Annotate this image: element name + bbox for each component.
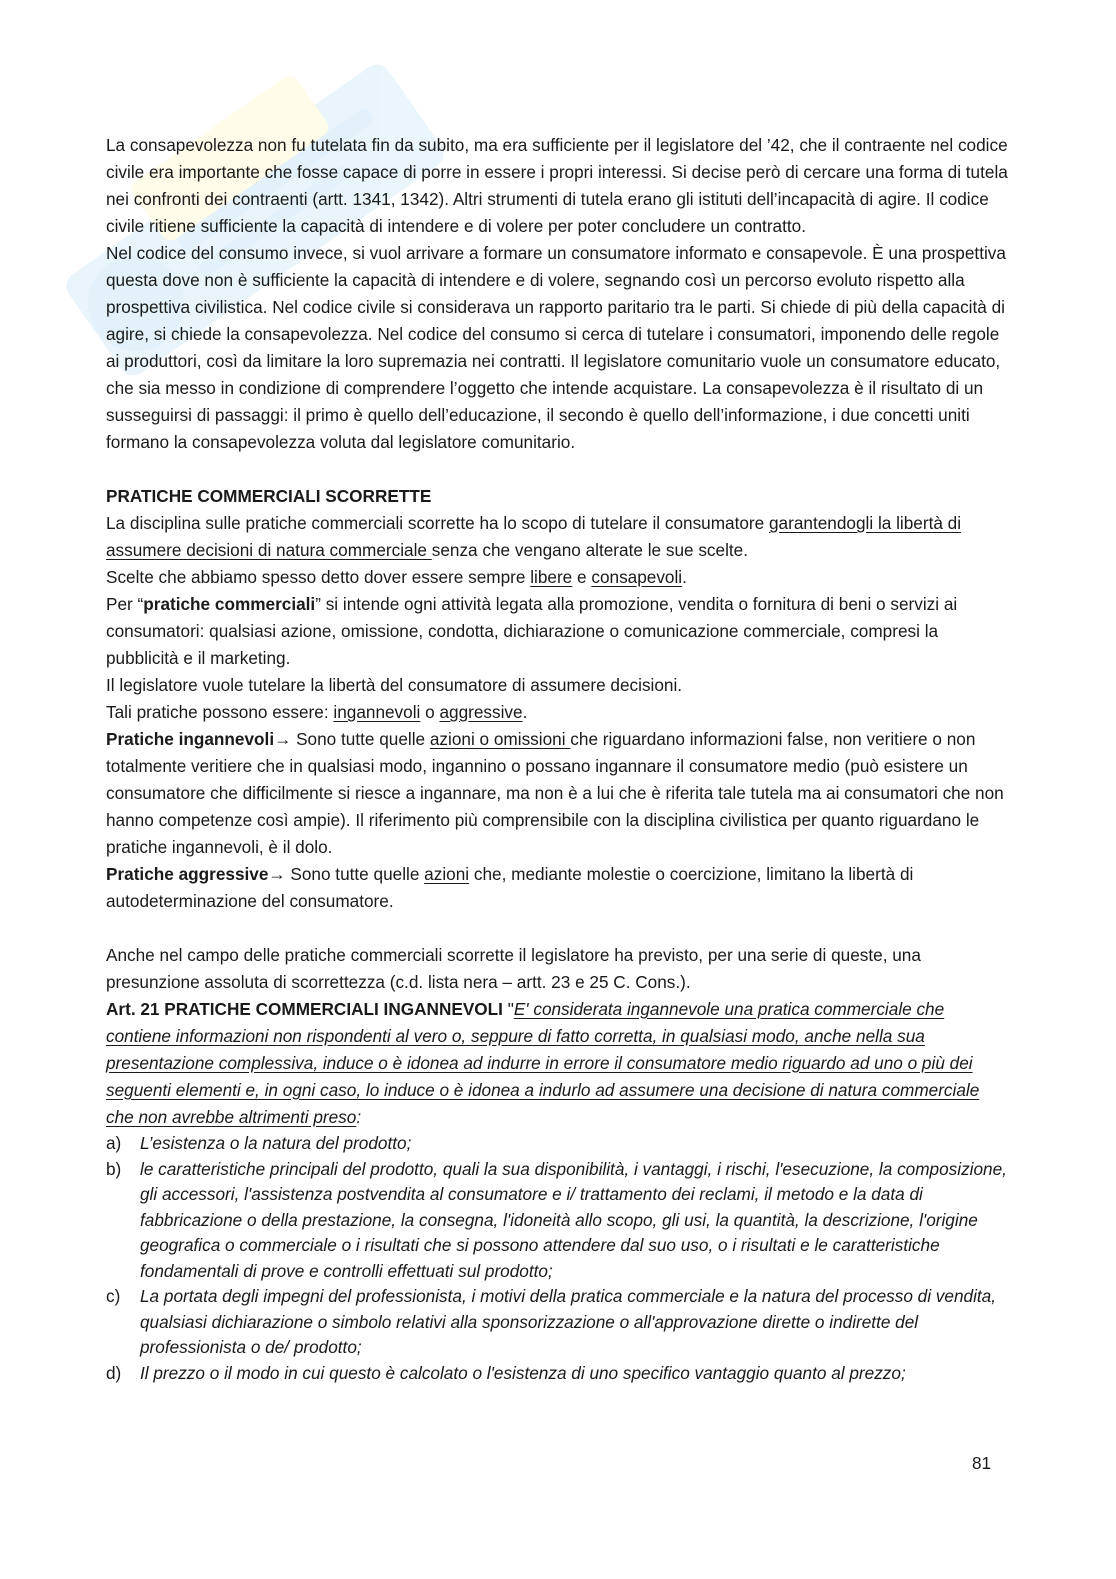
list-item: c) La portata degli impegni del professionista, i motivi della pratica commerciale e la natura del processo di vendita, qualsiasi dichiarazione o simbolo relativi alla sponsorizzazione o all'approvazione dirette o indirette del professionista o de/ prodotto;	[106, 1286, 997, 1357]
intro-paragraph-2: Nel codice del consumo invece, si vuol arrivare a formare un consumatore informato e consapevole. È una prospettiva questa dove non è sufficiente la capacità di intendere e di volere, segnando così un percorso evoluto rispetto alla prospettiva civilistica. Nel codice civile si considerava un rapporto paritario tra le parti. Si chiede di più della capacità di agire, si chiede la consapevolezza. Nel codice del consumo si cerca di tutelare i consumatori, imponendo delle regole ai produttori, così da limitare la loro supremazia nei contratti. Il legislatore comunitario vuole un consumatore educato, che sia messo in condizione di comprendere l’oggetto che intende acquistare. La consapevolezza è il risultato di un susseguirsi di passaggi: il primo è quello dell’educazione, il secondo è quello dell’informazione, i due concetti uniti formano la consapevolezza voluta dal legislatore comunitario.	[106, 243, 1006, 452]
article-items-list	[106, 1131, 1011, 1386]
list-item: a) L’esistenza o la natura del prodotto;	[106, 1133, 412, 1153]
paragraph-scope: La disciplina sulle pratiche commerciali scorrette ha lo scopo di tutelare il consumatore garantendogli la libertà di assumere decisioni di natura commerciale senza che vengano alterate le sue scelte.	[106, 513, 962, 560]
paragraph-misleading: Pratiche ingannevoli→ Sono tutte quelle azioni o omissioni che riguardano informazioni false, non veritiere o non totalmente veritiere che in qualsiasi modo, ingannino o possano ingannare il consumatore medio (può esistere un consumatore che difficilmente si riesce a ingannare, ma non è a lui che è riferita tale tutela ma ai consumatori che non hanno competenze così ampie). Il riferimento più comprensibile con la disciplina civilistica per quanto riguardano le pratiche ingannevoli, è il dolo.	[106, 729, 1004, 857]
article-21: Art. 21 PRATICHE COMMERCIALI INGANNEVOLI "E' considerata ingannevole una pratica commerciale che contiene informazioni non rispondenti al vero o, seppure di fatto corretta, in qualsiasi modo, anche nella sua presentazione complessiva, induce o è idonea ad indurre in errore il consumatore medio riguardo ad uno o più dei seguenti elementi e, in ogni caso, lo induce o è idonea a indurlo ad assumere una decisione di natura commerciale che non avrebbe altrimenti preso:	[106, 999, 980, 1127]
arrow-icon: →	[274, 729, 292, 749]
page-number: 81	[972, 1453, 992, 1473]
document-body	[106, 132, 1011, 1386]
paragraph-aggressive: Pratiche aggressive→ Sono tutte quelle azioni che, mediante molestie o coercizione, limitano la libertà di autodeterminazione del consumatore.	[106, 864, 914, 911]
spacer	[106, 456, 1011, 483]
section-title: PRATICHE COMMERCIALI SCORRETTE	[106, 486, 432, 506]
paragraph-legislator: Il legislatore vuole tutelare la libertà del consumatore di assumere decisioni.	[106, 675, 683, 695]
paragraph-types: Tali pratiche possono essere: ingannevoli o aggressive.	[106, 702, 528, 722]
paragraph-choices: Scelte che abbiamo spesso detto dover essere sempre libere e consapevoli.	[106, 567, 687, 587]
paragraph-blacklist: Anche nel campo delle pratiche commerciali scorrette il legislatore ha previsto, per una serie di queste, una presunzione assoluta di scorrettezza (c.d. lista nera – artt. 23 e 25 C. Cons.).	[106, 945, 921, 992]
list-item: b) le caratteristiche principali del prodotto, quali la sua disponibilità, i vantaggi, i rischi, l'esecuzione, la composizione, gli accessori, l'assistenza postvendita al consumatore e i/ trattamento dei reclami, il metodo e la data di fabbricazione o della prestazione, la consegna, l'idoneità allo scopo, gli usi, la quantità, la descrizione, l'origine geografica o commerciale o i risultati che si possono attendere dal suo uso, o i risultati e le caratteristiche fondamentali di prove e controlli effettuati sul prodotto;	[106, 1158, 1007, 1281]
intro-paragraph-1: La consapevolezza non fu tutelata fin da subito, ma era sufficiente per il legislatore del ’42, che il contraente nel codice civile era importante che fosse capace di porre in essere i propri interessi. Si decise però di cercare una forma di tutela nei confronti dei contraenti (artt. 1341, 1342). Altri strumenti di tutela erano gli istituti dell’incapacità di agire. Il codice civile ritiene sufficiente la capacità di intendere e di volere per poter concludere un contratto.	[106, 135, 1008, 236]
spacer	[106, 915, 1011, 942]
list-item: d) Il prezzo o il modo in cui questo è calcolato o l'esistenza di uno specifico vantaggio quanto al prezzo;	[106, 1362, 906, 1383]
paragraph-definition: Per “pratiche commerciali” si intende ogni attività legata alla promozione, vendita o fornitura di beni o servizi ai consumatori: qualsiasi azione, omissione, condotta, dichiarazione o comunicazione commerciale, compresi la pubblicità e il marketing.	[106, 594, 958, 668]
arrow-icon: →	[268, 864, 286, 884]
